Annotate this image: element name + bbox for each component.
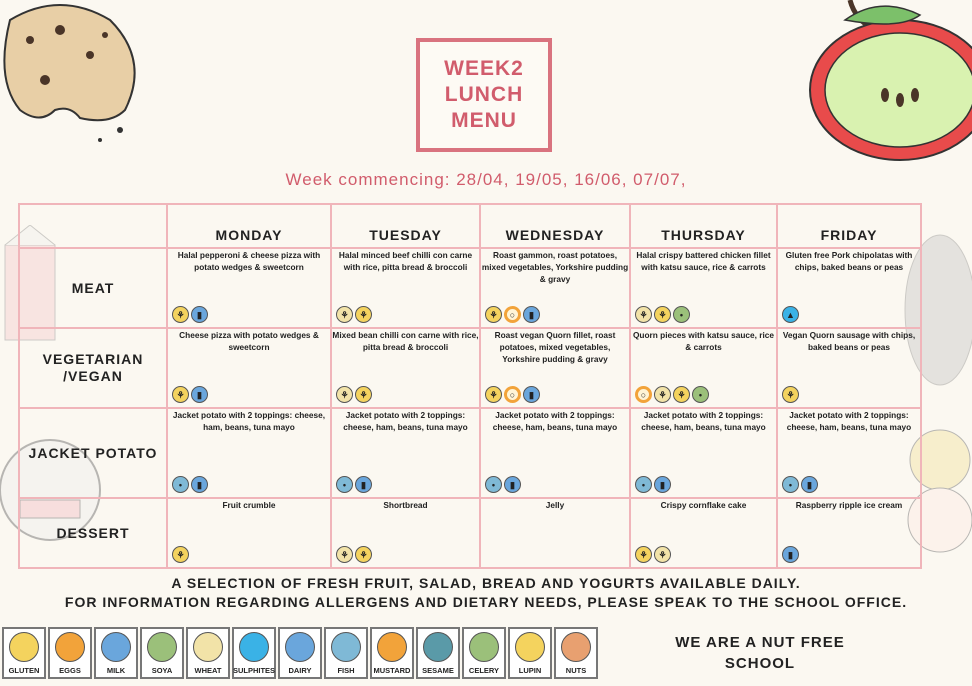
menu-cell bbox=[480, 498, 630, 568]
day-header: WEDNESDAY bbox=[480, 204, 630, 248]
menu-row bbox=[19, 408, 921, 498]
legend-label: MUSTARD bbox=[373, 666, 411, 675]
menu-cell bbox=[777, 328, 921, 408]
wheat-icon bbox=[193, 632, 223, 662]
fish-icon: • bbox=[782, 476, 799, 493]
lupin-legend-item bbox=[508, 627, 552, 679]
menu-cell bbox=[331, 498, 480, 568]
sesame-icon bbox=[423, 632, 453, 662]
allergen-icons bbox=[635, 386, 709, 403]
apple-illustration bbox=[800, 0, 972, 165]
sulphites-icon: ▲ bbox=[782, 306, 799, 323]
allergen-icons bbox=[336, 546, 372, 563]
wheat-icon: ⚘ bbox=[635, 306, 652, 323]
gluten-icon: ⚘ bbox=[673, 386, 690, 403]
menu-cell bbox=[777, 248, 921, 328]
legend-label: DAIRY bbox=[288, 666, 312, 675]
dairy-icon: ▮ bbox=[782, 546, 799, 563]
dish-text: Roast gammon, roast potatoes, mixed vegetables, Yorkshire pudding & gravy bbox=[481, 250, 629, 284]
dish-text: Jacket potato with 2 toppings: cheese, ham, beans, tuna mayo bbox=[641, 410, 766, 432]
fish-icon: • bbox=[172, 476, 189, 493]
fish-icon bbox=[331, 632, 361, 662]
legend-label: CELERY bbox=[468, 666, 500, 675]
row-label: DESSERT bbox=[19, 498, 167, 568]
menu-cell bbox=[167, 328, 331, 408]
menu-cell bbox=[167, 498, 331, 568]
dish-text: Fruit crumble bbox=[222, 500, 276, 510]
lupin-icon bbox=[515, 632, 545, 662]
gluten-icon: ⚘ bbox=[172, 306, 189, 323]
day-header: FRIDAY bbox=[777, 204, 921, 248]
legend-label: EGGS bbox=[59, 666, 81, 675]
eggs-icon: ○ bbox=[504, 386, 521, 403]
menu-table bbox=[18, 203, 922, 569]
allergen-icons bbox=[336, 306, 372, 323]
wheat-icon: ⚘ bbox=[654, 386, 671, 403]
dish-text: Halal crispy battered chicken fillet with katsu sauce, rice & carrots bbox=[636, 250, 771, 272]
dish-text: Vegan Quorn sausage with chips, baked beans or peas bbox=[782, 330, 916, 352]
allergen-icons bbox=[782, 546, 799, 563]
allergen-icons bbox=[485, 476, 521, 493]
legend-label: SOYA bbox=[151, 666, 173, 675]
header-row bbox=[19, 204, 921, 248]
allergen-icons bbox=[635, 306, 690, 323]
gluten-icon: ⚘ bbox=[485, 386, 502, 403]
gluten-icon: ⚘ bbox=[172, 386, 189, 403]
legend-label: WHEAT bbox=[194, 666, 222, 675]
fish-legend-item bbox=[324, 627, 368, 679]
allergen-icons bbox=[485, 386, 540, 403]
menu-cell bbox=[777, 408, 921, 498]
nut-free-notice bbox=[660, 632, 860, 674]
nut-free-line: SCHOOL bbox=[724, 655, 796, 672]
eggs-icon bbox=[55, 632, 85, 662]
celery-icon bbox=[469, 632, 499, 662]
milk-icon: ▮ bbox=[191, 386, 208, 403]
dish-text: Cheese pizza with potato wedges & sweetcorn bbox=[179, 330, 319, 352]
menu-row bbox=[19, 248, 921, 328]
menu-cell bbox=[331, 328, 480, 408]
nut-free-line: WE ARE A NUT FREE bbox=[675, 634, 845, 651]
wheat-icon: ⚘ bbox=[654, 546, 671, 563]
nuts-legend-item bbox=[554, 627, 598, 679]
dish-text: Jacket potato with 2 toppings: cheese, ham, beans, tuna mayo bbox=[343, 410, 468, 432]
wheat-icon: ⚘ bbox=[336, 386, 353, 403]
legend-label: FISH bbox=[337, 666, 355, 675]
menu-cell bbox=[480, 408, 630, 498]
dish-text: Quorn pieces with katsu sauce, rice & carrots bbox=[632, 330, 775, 352]
gluten-icon: ⚘ bbox=[355, 546, 372, 563]
fish-icon: • bbox=[336, 476, 353, 493]
menu-cell bbox=[331, 248, 480, 328]
gluten-icon: ⚘ bbox=[782, 386, 799, 403]
day-header: THURSDAY bbox=[630, 204, 777, 248]
day-header: MONDAY bbox=[167, 204, 331, 248]
cookie-illustration bbox=[0, 0, 150, 150]
allergen-icons bbox=[635, 546, 671, 563]
menu-cell bbox=[480, 248, 630, 328]
milk-icon: ▮ bbox=[504, 476, 521, 493]
allergen-icons bbox=[635, 476, 671, 493]
menu-cell bbox=[167, 248, 331, 328]
menu-cell bbox=[630, 248, 777, 328]
allergen-icons bbox=[172, 476, 208, 493]
celery-legend-item bbox=[462, 627, 506, 679]
wheat-icon: ⚘ bbox=[336, 306, 353, 323]
wheat-icon: ⚘ bbox=[336, 546, 353, 563]
sesame-legend-item bbox=[416, 627, 460, 679]
milk-icon: ▮ bbox=[523, 306, 540, 323]
soya-icon bbox=[147, 632, 177, 662]
nuts-icon bbox=[561, 632, 591, 662]
milk-legend-item bbox=[94, 627, 138, 679]
allergen-icons bbox=[782, 476, 818, 493]
sulphites-icon bbox=[239, 632, 269, 662]
fish-icon: • bbox=[635, 476, 652, 493]
gluten-icon bbox=[9, 632, 39, 662]
dairy-icon bbox=[285, 632, 315, 662]
title-line: MENU bbox=[451, 109, 517, 132]
fish-icon: • bbox=[485, 476, 502, 493]
milk-icon: ▮ bbox=[191, 306, 208, 323]
eggs-icon: ○ bbox=[635, 386, 652, 403]
menu-cell bbox=[777, 498, 921, 568]
row-label: JACKET POTATO bbox=[19, 408, 167, 498]
dish-text: Crispy cornflake cake bbox=[660, 500, 747, 510]
dish-text: Jelly bbox=[545, 500, 565, 510]
menu-row bbox=[19, 498, 921, 568]
gluten-icon: ⚘ bbox=[654, 306, 671, 323]
legend-label: NUTS bbox=[565, 666, 587, 675]
allergen-icons bbox=[172, 306, 208, 323]
allergen-icons bbox=[172, 546, 189, 563]
dish-text: Jacket potato with 2 toppings: cheese, ham, beans, tuna mayo bbox=[492, 410, 618, 432]
legend-label: SULPHITES bbox=[232, 666, 276, 675]
allergen-icons bbox=[172, 386, 208, 403]
title-line: WEEK2 bbox=[444, 57, 524, 80]
dish-text: Jacket potato with 2 toppings: cheese, ham, beans, tuna mayo bbox=[786, 410, 912, 432]
soya-legend-item bbox=[140, 627, 184, 679]
mustard-legend-item bbox=[370, 627, 414, 679]
milk-icon: ▮ bbox=[191, 476, 208, 493]
day-header: TUESDAY bbox=[331, 204, 480, 248]
gluten-icon: ⚘ bbox=[355, 386, 372, 403]
dish-text: Shortbread bbox=[383, 500, 428, 510]
allergen-icons bbox=[782, 306, 799, 323]
allergen-icons bbox=[336, 476, 372, 493]
legend-label: SESAME bbox=[422, 666, 454, 675]
legend-label: GLUTEN bbox=[8, 666, 40, 675]
corner-cell bbox=[19, 204, 167, 248]
mustard-icon bbox=[377, 632, 407, 662]
row-label: VEGETARIAN /VEGAN bbox=[19, 328, 167, 408]
menu-cell bbox=[630, 328, 777, 408]
menu-row bbox=[19, 328, 921, 408]
eggs-icon: ○ bbox=[504, 306, 521, 323]
sulphites-legend-item bbox=[232, 627, 276, 679]
menu-cell bbox=[630, 408, 777, 498]
dish-text: Gluten free Pork chipolatas with chips, baked beans or peas bbox=[785, 250, 913, 272]
dish-text: Halal pepperoni & cheese pizza with potato wedges & sweetcorn bbox=[177, 250, 321, 272]
dairy-legend-item bbox=[278, 627, 322, 679]
allergen-icons bbox=[336, 386, 372, 403]
footer-line-2: FOR INFORMATION REGARDING ALLERGENS AND DIETARY NEEDS, PLEASE SPEAK TO THE SCHOOL OFFICE. bbox=[64, 594, 908, 610]
dish-text: Raspberry ripple ice cream bbox=[795, 500, 903, 510]
legend-label: LUPIN bbox=[518, 666, 542, 675]
soya-icon: • bbox=[673, 306, 690, 323]
gluten-icon: ⚘ bbox=[485, 306, 502, 323]
menu-title-box bbox=[416, 38, 552, 152]
gluten-icon: ⚘ bbox=[172, 546, 189, 563]
gluten-legend-item bbox=[2, 627, 46, 679]
allergen-legend bbox=[2, 627, 598, 679]
soya-icon: • bbox=[692, 386, 709, 403]
milk-icon: ▮ bbox=[355, 476, 372, 493]
eggs-legend-item bbox=[48, 627, 92, 679]
milk-icon: ▮ bbox=[801, 476, 818, 493]
dish-text: Mixed bean chilli con carne with rice, pitta bread & broccoli bbox=[332, 330, 479, 352]
menu-cell bbox=[630, 498, 777, 568]
footer-line-1: A SELECTION OF FRESH FRUIT, SALAD, BREAD AND YOGURTS AVAILABLE DAILY. bbox=[171, 575, 801, 591]
allergen-icons bbox=[485, 306, 540, 323]
milk-icon bbox=[101, 632, 131, 662]
menu-cell bbox=[167, 408, 331, 498]
allergen-icons bbox=[782, 386, 799, 403]
menu-cell bbox=[331, 408, 480, 498]
gluten-icon: ⚘ bbox=[355, 306, 372, 323]
legend-label: MILK bbox=[106, 666, 126, 675]
wheat-legend-item bbox=[186, 627, 230, 679]
dish-text: Halal minced beef chilli con carne with rice, pitta bread & broccoli bbox=[338, 250, 473, 272]
gluten-icon: ⚘ bbox=[635, 546, 652, 563]
milk-icon: ▮ bbox=[654, 476, 671, 493]
menu-cell bbox=[480, 328, 630, 408]
milk-icon: ▮ bbox=[523, 386, 540, 403]
week-commencing: Week commencing: 28/04, 19/05, 16/06, 07/07, bbox=[285, 170, 687, 189]
row-label: MEAT bbox=[19, 248, 167, 328]
dish-text: Jacket potato with 2 toppings: cheese, ham, beans, tuna mayo bbox=[172, 410, 326, 432]
title-line: LUNCH bbox=[444, 83, 524, 106]
dish-text: Roast vegan Quorn fillet, roast potatoes, mixed vegetables, Yorkshire pudding & gravy bbox=[494, 330, 616, 364]
